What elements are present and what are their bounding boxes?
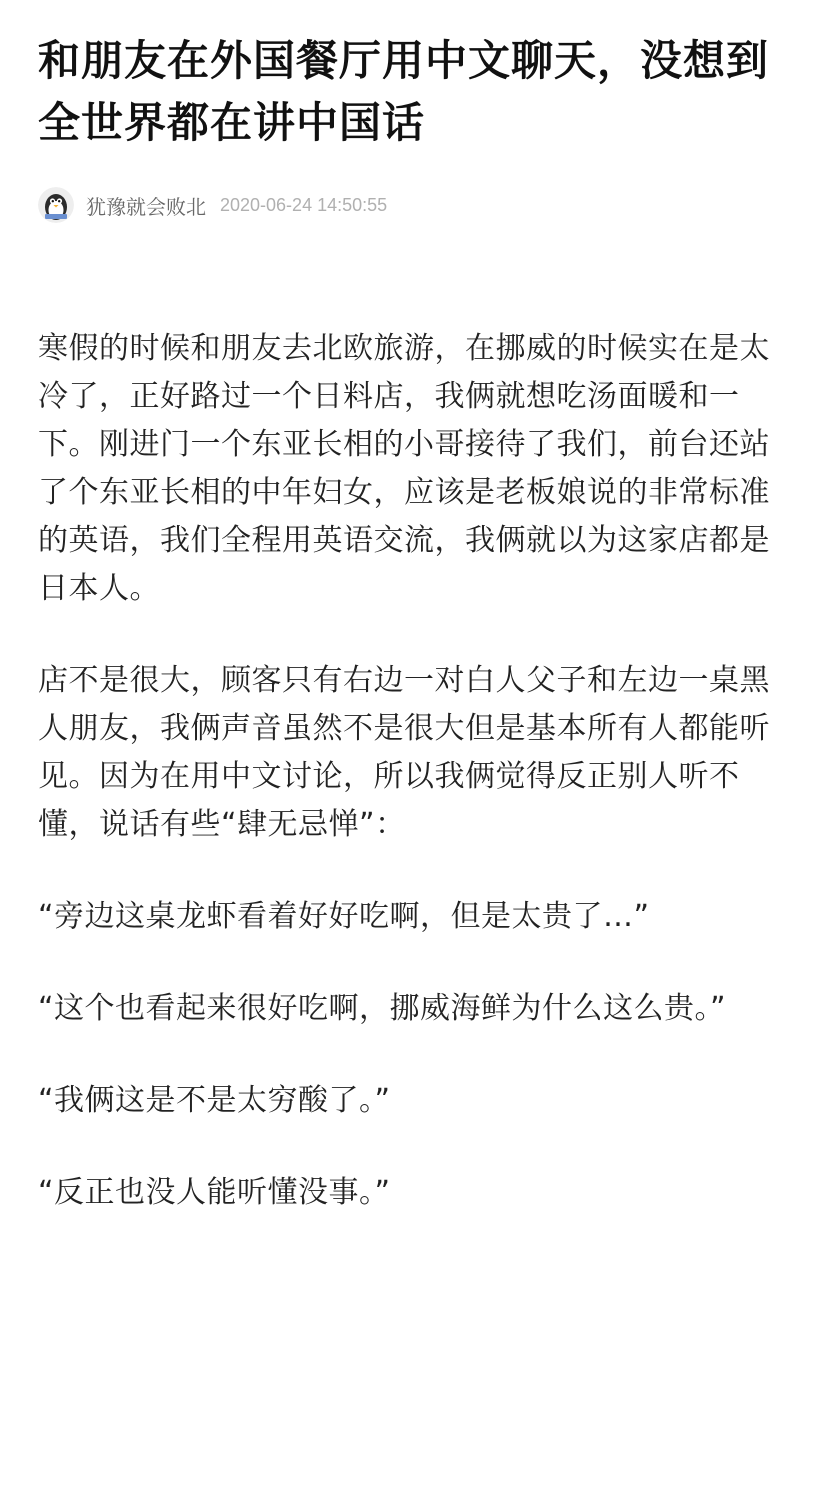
paragraph: “反正也没人能听懂没事。” xyxy=(38,1175,391,1210)
paragraph: 店不是很大，顾客只有右边一对白人父子和左边一桌黑人朋友，我俩声音虽然不是很大但是基本所有人都能听见。因为在用中文讨论，所以我俩觉得反正别人听不懂，说话有些“肆无忌惮”： xyxy=(38,663,770,842)
publish-timestamp: 2020-06-24 14:50:55 xyxy=(220,194,388,215)
author-name[interactable]: 犹豫就会败北 xyxy=(86,194,206,219)
author-avatar[interactable] xyxy=(38,187,74,223)
article-meta xyxy=(38,185,387,225)
article-body xyxy=(38,325,794,1261)
paragraph: “这个也看起来很好吃啊，挪威海鲜为什么这么贵。” xyxy=(38,991,727,1026)
paragraph: 寒假的时候和朋友去北欧旅游，在挪威的时候实在是太冷了，正好路过一个日料店，我俩就想吃汤面暖和一下。刚进门一个东亚长相的小哥接待了我们，前台还站了个东亚长相的中年妇女，应该是老板娘说的非常标准的英语，我们全程用英语交流，我俩就以为这家店都是日本人。 xyxy=(38,331,770,606)
paragraph: “我俩这是不是太穷酸了。” xyxy=(38,1083,391,1118)
paragraph: “旁边这桌龙虾看着好好吃啊，但是太贵了…” xyxy=(38,899,650,934)
penguin-avatar-icon xyxy=(38,187,74,223)
article-title: 和朋友在外国餐厅用中文聊天，没想到全世界都在讲中国话 xyxy=(38,36,770,147)
